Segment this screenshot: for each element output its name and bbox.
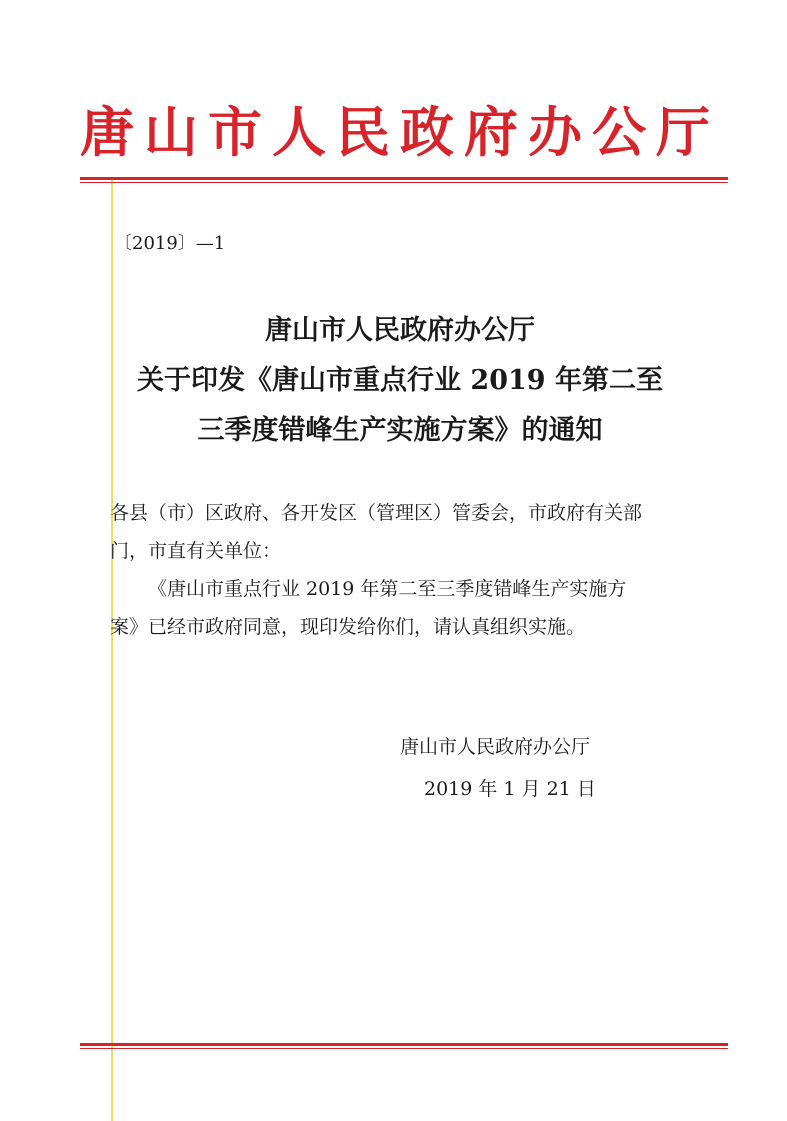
- body-paragraph-line-2: 案》已经市政府同意，现印发给你们，请认真组织实施。: [110, 616, 586, 638]
- addressee-line-1: 各县（市）区政府、各开发区（管理区）管委会，市政府有关部: [110, 502, 643, 524]
- signature-issuer: 唐山市人民政府办公厅: [400, 736, 591, 758]
- document-title: [100, 306, 700, 456]
- signature-block: [400, 726, 640, 810]
- footer-rule-thick: [80, 1043, 728, 1046]
- body-paragraph-line-1: 《唐山市重点行业 2019 年第二至三季度错峰生产实施方: [148, 578, 627, 600]
- document-title-line-2: 关于印发《唐山市重点行业 2019 年第二至: [137, 365, 663, 396]
- document-title-line-3: 三季度错峰生产实施方案》的通知: [197, 415, 603, 446]
- document-title-line-1: 唐山市人民政府办公厅: [265, 315, 535, 346]
- letterhead-rule-thick: [80, 177, 728, 180]
- document-body: [110, 494, 720, 646]
- addressee-line-2: 门，市直有关单位：: [110, 540, 282, 562]
- document-number: 〔2019〕—1: [114, 233, 226, 254]
- letterhead-title: 唐山市人民政府办公厅: [80, 100, 720, 164]
- footer-rule-thin: [80, 1048, 728, 1049]
- letterhead-rule-thin: [80, 182, 728, 183]
- signature-date: 2019 年 1 月 21 日: [424, 778, 596, 800]
